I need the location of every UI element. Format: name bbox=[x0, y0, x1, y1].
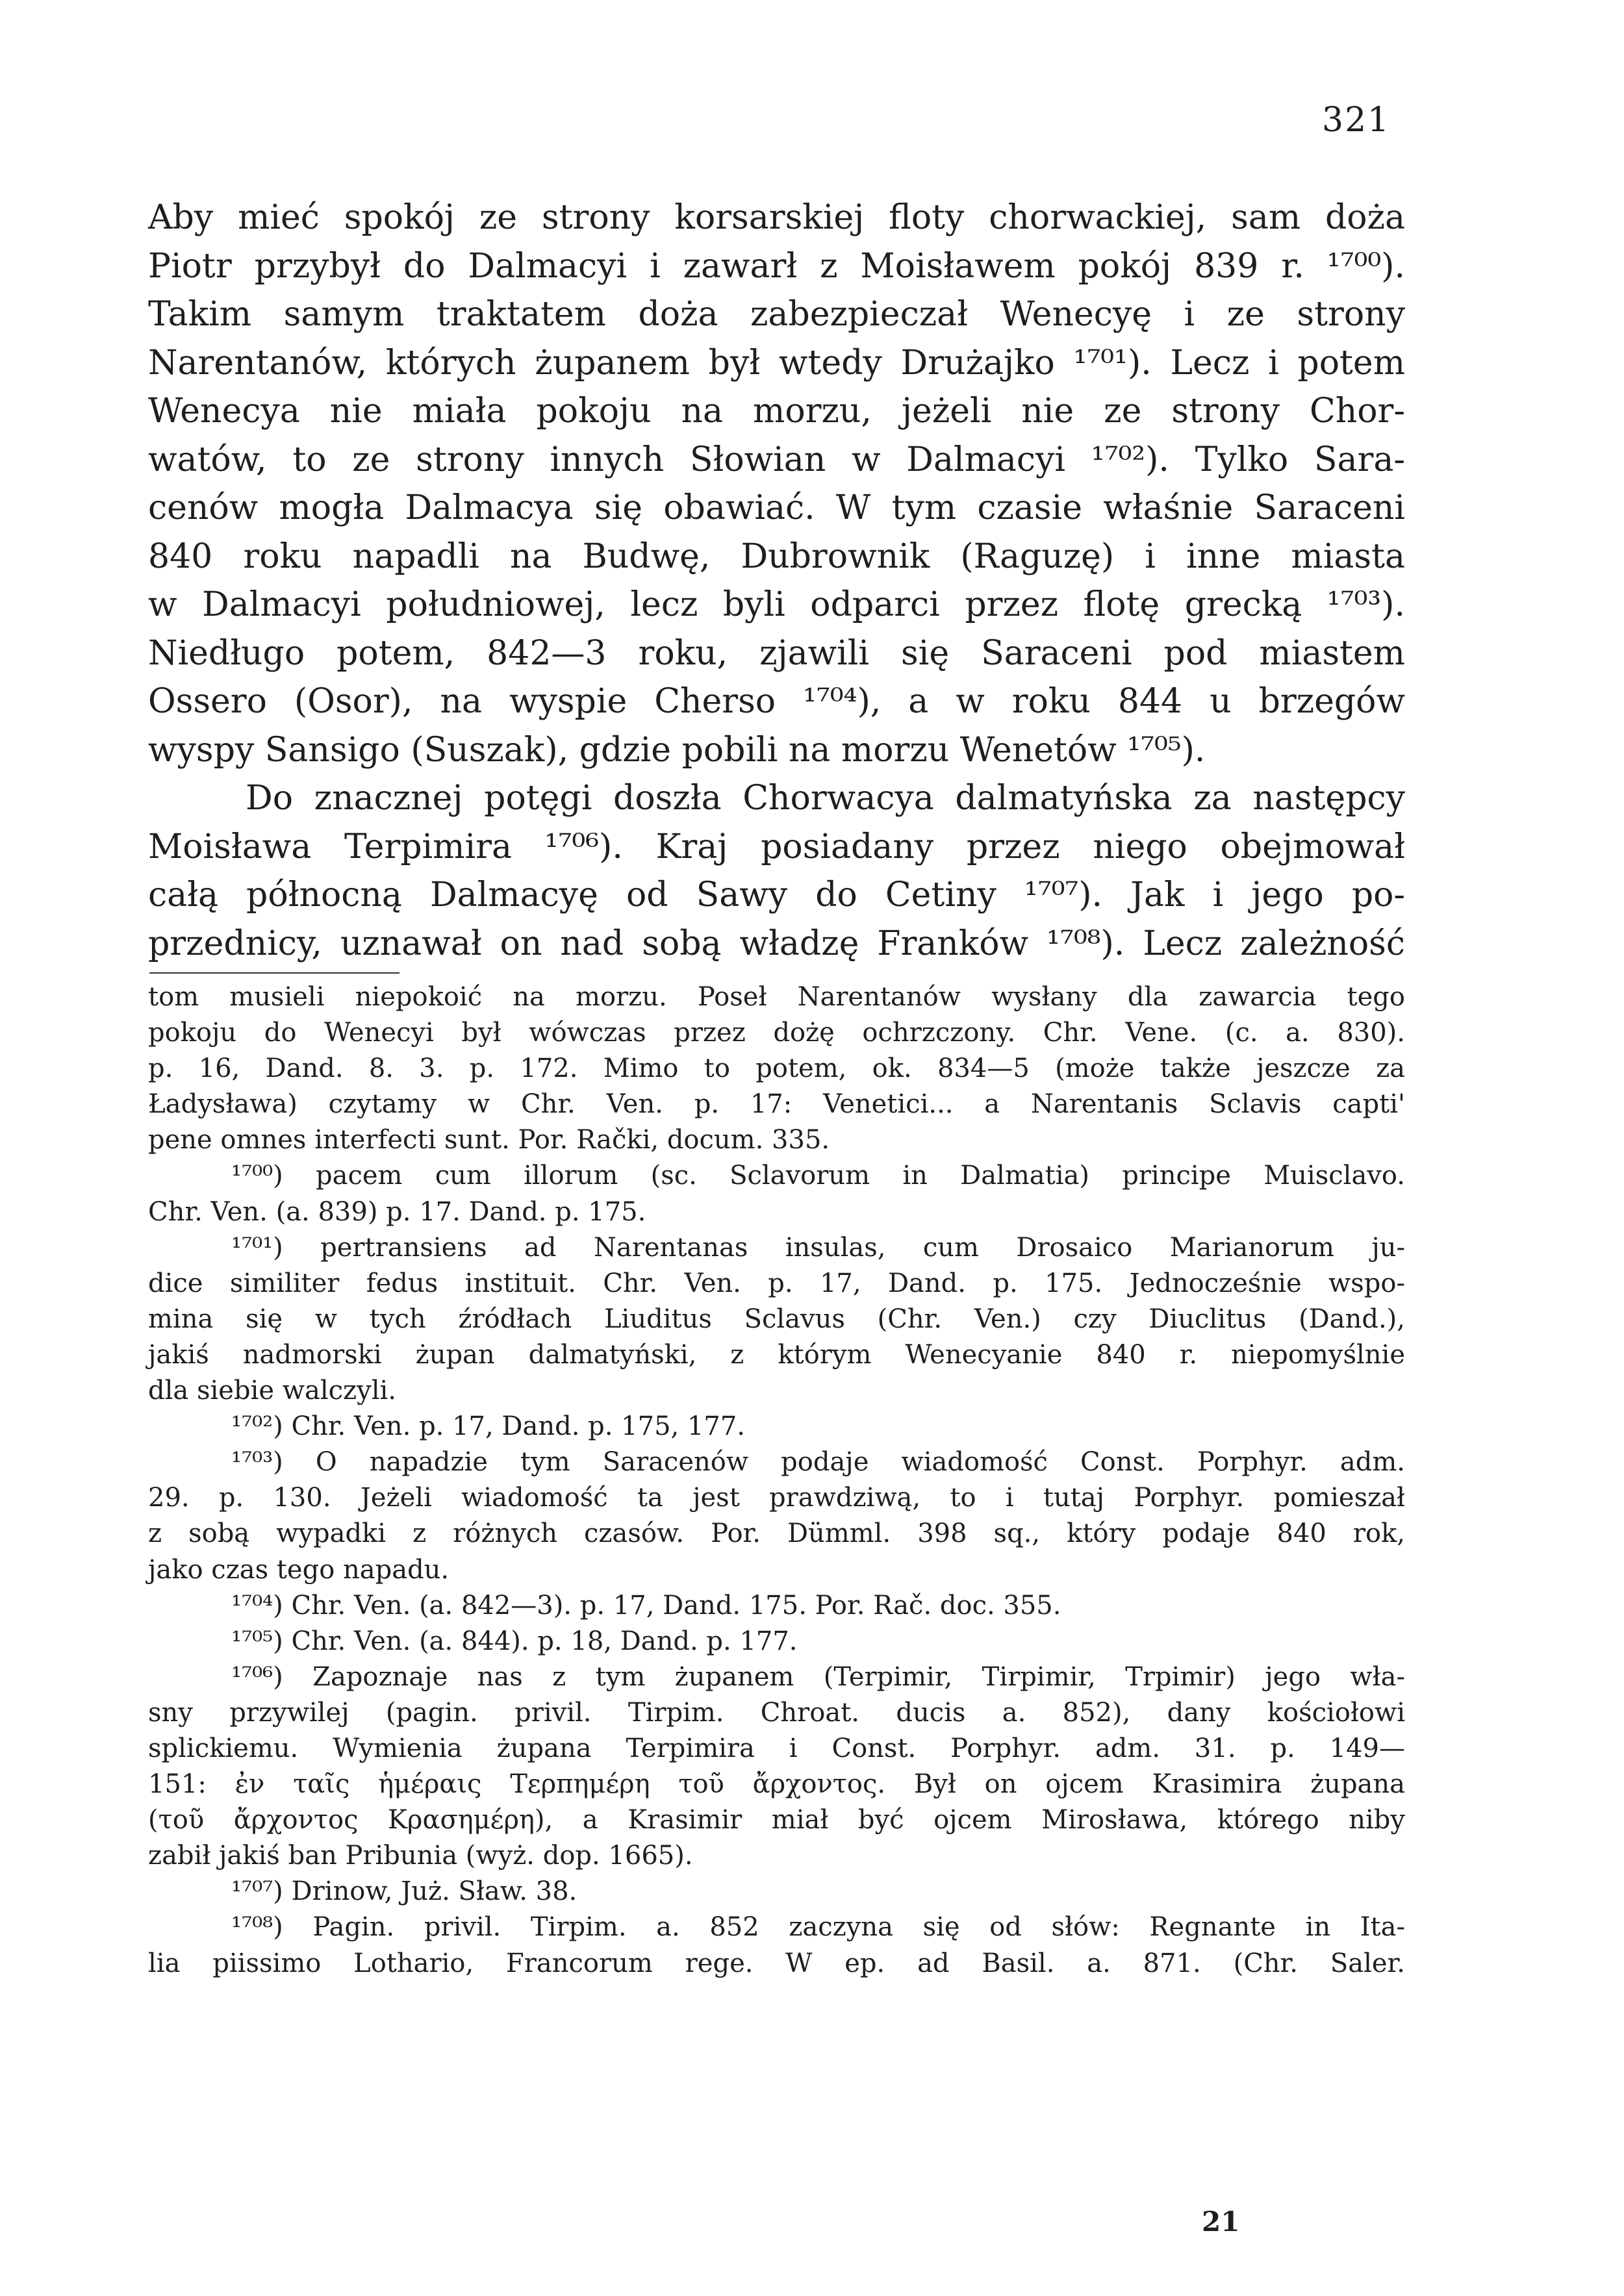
text-line: Piotr przybył do Dalmacyi i zawarł z Moisławem pokój 839 r. ¹⁷⁰⁰). bbox=[148, 246, 1405, 286]
signature-mark: 21 bbox=[1202, 2206, 1240, 2238]
footnotes bbox=[148, 979, 1405, 1982]
footnote-line: pene omnes interfecti sunt. Por. Rački, docum. 335. bbox=[148, 1125, 830, 1155]
text-line: cenów mogła Dalmacya się obawiać. W tym czasie właśnie Saraceni bbox=[148, 488, 1405, 527]
footnote-line: ¹⁷⁰¹) pertransiens ad Narentanas insulas, cum Drosaico Marianorum ju- bbox=[231, 1232, 1405, 1263]
text-line: przednicy, uznawał on nad sobą władzę Franków ¹⁷⁰⁸). Lecz zależność bbox=[148, 924, 1405, 963]
text-line: Do znacznej potęgi doszła Chorwacya dalmatyńska za następcy bbox=[246, 779, 1405, 818]
footnote-separator bbox=[149, 972, 400, 974]
page-number: 321 bbox=[1322, 101, 1391, 140]
text-line: 840 roku napadli na Budwę, Dubrownik (Raguzę) i inne miasta bbox=[148, 536, 1405, 576]
footnote-line: tom musieli niepokoić na morzu. Poseł Narentanów wysłany dla zawarcia tego bbox=[148, 982, 1405, 1012]
footnote-line: ¹⁷⁰⁵) Chr. Ven. (a. 844). p. 18, Dand. p. 177. bbox=[231, 1626, 798, 1656]
text-line: Moisława Terpimira ¹⁷⁰⁶). Kraj posiadany przez niego obejmował bbox=[148, 827, 1405, 866]
footnote-line: ¹⁷⁰²) Chr. Ven. p. 17, Dand. p. 175, 177. bbox=[231, 1411, 746, 1442]
footnote-line: p. 16, Dand. 8. 3. p. 172. Mimo to potem, ok. 834—5 (może także jeszcze za bbox=[148, 1053, 1405, 1084]
footnote-line: Chr. Ven. (a. 839) p. 17. Dand. p. 175. bbox=[148, 1196, 646, 1227]
footnote-line: 29. p. 130. Jeżeli wiadomość ta jest prawdziwą, to i tutaj Porphyr. pomieszał bbox=[148, 1483, 1405, 1513]
footnote-line: pokoju do Wenecyi był wówczas przez dożę ochrzczony. Chr. Vene. (c. a. 830). bbox=[148, 1018, 1405, 1048]
footnote-line: z sobą wypadki z różnych czasów. Por. Dümml. 398 sq., który podaje 840 rok, bbox=[148, 1519, 1405, 1549]
footnote-line: mina się w tych źródłach Liuditus Sclavus (Chr. Ven.) czy Diuclitus (Dand.), bbox=[148, 1304, 1405, 1334]
footnote-line: ¹⁷⁰³) O napadzie tym Saracenów podaje wiadomość Const. Porphyr. adm. bbox=[231, 1447, 1405, 1478]
footnote-line: dla siebie walczyli. bbox=[148, 1376, 396, 1406]
footnote-line: (τοῦ ἄρχοντος Κρασημέρη), a Krasimir miał być ojcem Mirosława, którego niby bbox=[148, 1805, 1405, 1836]
footnote-line: dice similiter fedus instituit. Chr. Ven. p. 17, Dand. p. 175. Jednocześnie wspo- bbox=[148, 1268, 1405, 1298]
footnote-line: 151: ἐν ταῖς ἡμέραις Τερπημέρη τοῦ ἄρχοντος. Był on ojcem Krasimira żupana bbox=[148, 1769, 1405, 1800]
footnote-line: jakiś nadmorski żupan dalmatyński, z którym Wenecyanie 840 r. niepomyślnie bbox=[148, 1339, 1405, 1370]
text-line: watów, to ze strony innych Słowian w Dalmacyi ¹⁷⁰²). Tylko Sara- bbox=[148, 440, 1405, 479]
text-line: całą północną Dalmacyę od Sawy do Cetiny ¹⁷⁰⁷). Jak i jego po- bbox=[148, 876, 1405, 915]
text-line: wyspy Sansigo (Suszak), gdzie pobili na morzu Wenetów ¹⁷⁰⁵). bbox=[148, 730, 1206, 770]
text-line: w Dalmacyi południowej, lecz byli odparci przez flotę grecką ¹⁷⁰³). bbox=[148, 585, 1405, 624]
footnote-line: ¹⁷⁰⁸) Pagin. privil. Tirpim. a. 852 zaczyna się od słów: Regnante in Ita- bbox=[231, 1912, 1405, 1943]
footnote-line: lia piissimo Lothario, Francorum rege. W ep. ad Basil. a. 871. (Chr. Saler. bbox=[148, 1948, 1405, 1978]
text-line: Ossero (Osor), na wyspie Cherso ¹⁷⁰⁴), a w roku 844 u brzegów bbox=[148, 682, 1405, 721]
footnote-line: ¹⁷⁰⁰) pacem cum illorum (sc. Sclavorum in Dalmatia) principe Muisclavo. bbox=[231, 1161, 1405, 1191]
footnote-line: ¹⁷⁰⁷) Drinow, Już. Sław. 38. bbox=[231, 1876, 577, 1907]
text-line: Takim samym traktatem doża zabezpieczał Wenecyę i ze strony bbox=[148, 295, 1405, 334]
main-text bbox=[148, 194, 1405, 968]
text-line: Wenecya nie miała pokoju na morzu, jeżeli nie ze strony Chor- bbox=[148, 392, 1405, 431]
footnote-line: jako czas tego napadu. bbox=[148, 1554, 450, 1585]
footnote-line: zabił jakiś ban Pribunia (wyż. dop. 1665). bbox=[148, 1841, 693, 1871]
text-line: Niedługo potem, 842—3 roku, zjawili się Saraceni pod miastem bbox=[148, 633, 1405, 673]
text-line: Aby mieć spokój ze strony korsarskiej floty chorwackiej, sam doża bbox=[148, 198, 1405, 237]
footnote-line: Ładysława) czytamy w Chr. Ven. p. 17: Venetici... a Narentanis Sclavis capti' bbox=[148, 1089, 1405, 1120]
footnote-line: ¹⁷⁰⁶) Zapoznaje nas z tym żupanem (Terpimir, Tirpimir, Trpimir) jego wła- bbox=[231, 1661, 1405, 1692]
footnote-line: ¹⁷⁰⁴) Chr. Ven. (a. 842—3). p. 17, Dand. 175. Por. Rač. doc. 355. bbox=[231, 1590, 1061, 1621]
text-line: Narentanów, których żupanem był wtedy Drużajko ¹⁷⁰¹). Lecz i potem bbox=[148, 343, 1405, 383]
footnote-line: splickiemu. Wymienia żupana Terpimira i Const. Porphyr. adm. 31. p. 149— bbox=[148, 1733, 1405, 1763]
footnote-line: sny przywilej (pagin. privil. Tirpim. Chroat. ducis a. 852), dany kościołowi bbox=[148, 1697, 1405, 1728]
